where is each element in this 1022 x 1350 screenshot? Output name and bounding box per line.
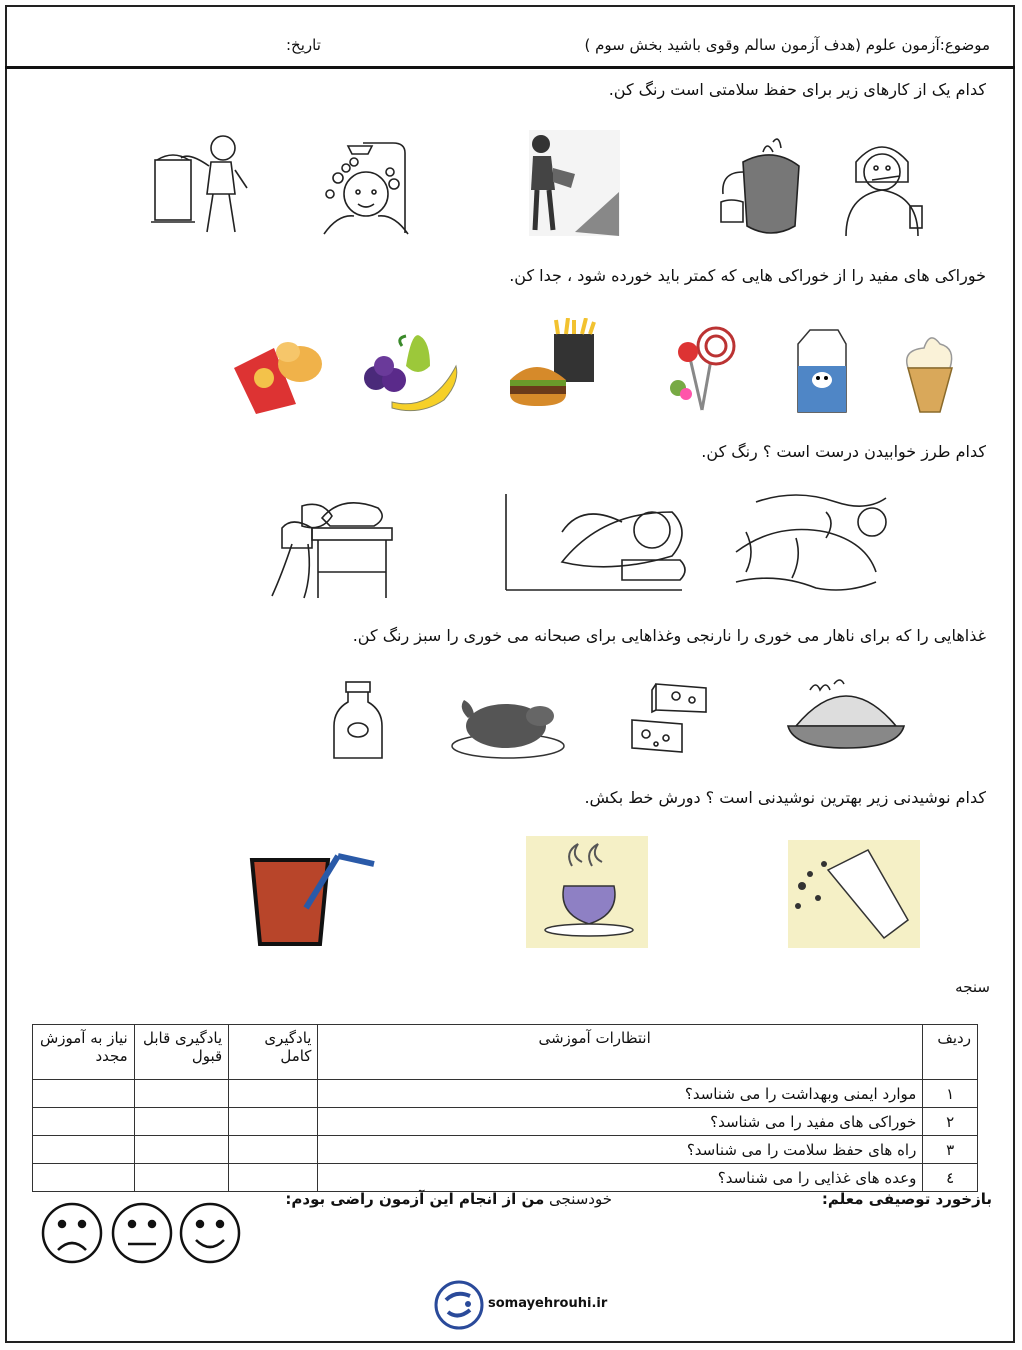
shower-child-picture[interactable] xyxy=(310,138,422,238)
table-row xyxy=(33,1136,978,1164)
ice-cream-cone-picture[interactable] xyxy=(898,328,960,416)
neutral-face-icon[interactable] xyxy=(113,1204,171,1262)
row-expectation: موارد ایمنی وبهداشت را می شناسد؟ xyxy=(318,1080,923,1108)
row-expectation: خوراکی های مفید را می شناسد؟ xyxy=(318,1108,923,1136)
cell-needs[interactable] xyxy=(33,1164,135,1192)
water-glass-picture[interactable] xyxy=(788,840,920,948)
assessment-title: سنجه xyxy=(955,978,990,996)
cell-acceptable[interactable] xyxy=(134,1108,228,1136)
sleeping-on-chair-picture[interactable] xyxy=(262,488,404,602)
self-assessment-faces xyxy=(40,1198,242,1268)
cell-acceptable[interactable] xyxy=(134,1164,228,1192)
col-acceptable-header: یادگیری قابل قبول xyxy=(134,1025,228,1080)
sad-face-icon[interactable] xyxy=(43,1204,101,1262)
question-5: کدام نوشیدنی زیر بهترین نوشیدنی است ؟ دورش خط بکش. xyxy=(584,788,986,807)
soda-drink-picture[interactable] xyxy=(246,848,380,950)
burger-fries-picture[interactable] xyxy=(506,318,602,414)
site-logo-icon xyxy=(434,1280,484,1330)
table-header-row xyxy=(33,1025,978,1080)
rice-dish-picture[interactable] xyxy=(784,674,908,760)
question-1: کدام یک از کارهای زیر برای حفظ سلامتی است رنگ کن. xyxy=(608,80,986,99)
tea-glass-picture[interactable] xyxy=(526,836,648,948)
self-assessment-statement: من از انجام این آزمون راضی بودم: xyxy=(285,1190,545,1208)
cell-needs[interactable] xyxy=(33,1136,135,1164)
happy-face-icon[interactable] xyxy=(181,1204,239,1262)
fruits-picture[interactable] xyxy=(362,326,460,412)
row-expectation: وعده های غذایی را می شناسد؟ xyxy=(318,1164,923,1192)
teacher-feedback-label: بازخورد توصیفی معلم: xyxy=(821,1190,992,1208)
row-index: ٣ xyxy=(923,1136,978,1164)
site-url[interactable]: somayehrouhi.ir xyxy=(488,1296,608,1311)
cell-needs[interactable] xyxy=(33,1108,135,1136)
brushing-teeth-girl-picture[interactable] xyxy=(826,132,938,238)
table-row xyxy=(33,1108,978,1136)
col-needs-header: نیاز به آموزش مجدد xyxy=(33,1025,135,1080)
teapot-picture[interactable] xyxy=(713,132,813,238)
date-label: تاریخ: xyxy=(286,36,321,54)
table-row xyxy=(33,1080,978,1108)
row-index: ١ xyxy=(923,1080,978,1108)
row-index: ٢ xyxy=(923,1108,978,1136)
col-expectation-header: انتظارات آموزشی xyxy=(318,1025,923,1080)
cell-full[interactable] xyxy=(229,1080,318,1108)
col-index-header: ردیف xyxy=(923,1025,978,1080)
question-3: کدام طرز خوابیدن درست است ؟ رنگ کن. xyxy=(701,442,986,461)
cell-full[interactable] xyxy=(229,1108,318,1136)
footer-branding xyxy=(434,1280,614,1330)
milk-carton-picture[interactable] xyxy=(790,326,854,414)
cell-acceptable[interactable] xyxy=(134,1136,228,1164)
question-2: خوراکی های مفید را از خوراکی هایی که کمتر باید خورده شود ، جدا کن. xyxy=(509,266,986,285)
chips-bag-picture[interactable] xyxy=(230,330,328,414)
self-assessment-prefix: خودسنجی xyxy=(544,1190,612,1208)
subject-line: موضوع:آزمون علوم (هدف آزمون سالم وقوی باشید بخش سوم ) xyxy=(584,36,990,54)
cell-full[interactable] xyxy=(229,1136,318,1164)
assessment-table xyxy=(32,1024,978,1192)
trash-can-boy-picture[interactable] xyxy=(143,126,255,236)
cell-full[interactable] xyxy=(229,1164,318,1192)
sleeping-twisted-picture[interactable] xyxy=(726,492,896,596)
lollipops-picture[interactable] xyxy=(664,324,744,414)
question-4: غذاهایی را که برای ناهار می خوری را نارنجی وغذاهایی برای صبحانه می خوری را سبز رنگ کن. xyxy=(352,626,986,645)
cell-needs[interactable] xyxy=(33,1080,135,1108)
milk-bottle-picture[interactable] xyxy=(330,680,386,760)
roast-chicken-picture[interactable] xyxy=(448,688,568,760)
row-expectation: راه های حفظ سلامت را می شناسد؟ xyxy=(318,1136,923,1164)
row-index: ٤ xyxy=(923,1164,978,1192)
sleeping-on-side-bed-picture[interactable] xyxy=(502,492,694,592)
self-assessment-label xyxy=(285,1190,612,1208)
watering-plant-picture[interactable] xyxy=(527,128,622,238)
col-full-header: یادگیری کامل xyxy=(229,1025,318,1080)
cell-acceptable[interactable] xyxy=(134,1080,228,1108)
cheese-picture[interactable] xyxy=(626,678,718,758)
table-row xyxy=(33,1164,978,1192)
header-divider xyxy=(5,66,1015,69)
